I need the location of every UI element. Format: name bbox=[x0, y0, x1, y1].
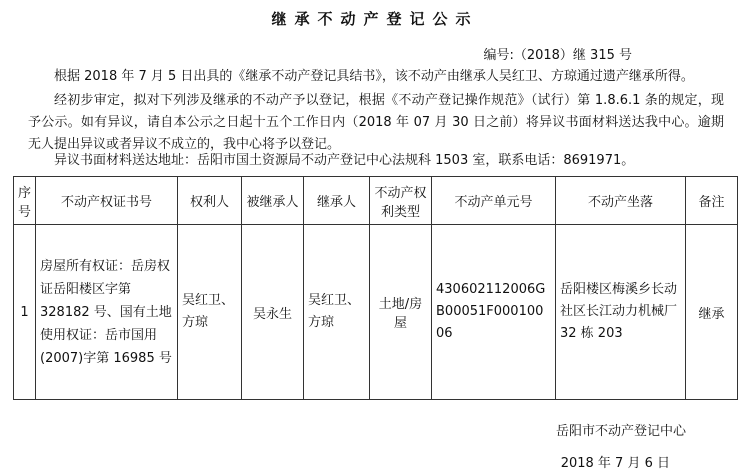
document-number: 编号:（2018）继 315 号 bbox=[483, 48, 632, 63]
cell-right-type: 土地/房屋 bbox=[370, 225, 432, 400]
cell-decedent: 吴永生 bbox=[242, 225, 304, 400]
paragraph-review: 经初步审定，拟对下列涉及继承的不动产予以登记，根据《不动产登记操作规范》（试行）第 1.8.6.1 条的规定，现予公示。如有异议，请自本公示之日起十五个工作日内（2018 年 07 月 30 日之前）将异议书面材料送达我中心。逾期无人提出异议或者异议不成立的，我中心将予以登记。 bbox=[28, 93, 724, 152]
paragraph-address: 异议书面材料送达地址：岳阳市国土资源局不动产登记中心法规科 1503 室，联系电话：8691971。 bbox=[54, 153, 635, 168]
issuer-name: 岳阳市不动产登记中心 bbox=[555, 424, 686, 439]
cell-seq: 1 bbox=[14, 225, 36, 400]
table-header-row bbox=[14, 177, 738, 225]
notice-title: 继承不动产登记公示 bbox=[271, 10, 479, 28]
header-cert-no: 不动产权证书号 bbox=[36, 177, 178, 225]
paragraph-basis: 根据 2018 年 7 月 5 日出具的《继承不动产登记具结书》，该不动产由继承人吴红卫、方琼通过遗产继承所得。 bbox=[54, 69, 694, 84]
issue-date: 2018 年 7 月 6 日 bbox=[560, 456, 670, 471]
header-owner: 权利人 bbox=[178, 177, 242, 225]
table-row bbox=[14, 225, 738, 400]
registration-table bbox=[13, 176, 738, 400]
cell-unit-no: 430602112006GB00051F00010006 bbox=[432, 225, 556, 400]
cell-remark: 继承 bbox=[686, 225, 738, 400]
header-remark: 备注 bbox=[686, 177, 738, 225]
cell-heir: 吴红卫、方琼 bbox=[304, 225, 370, 400]
header-seq: 序号 bbox=[14, 177, 36, 225]
cell-cert-no: 房屋所有权证：岳房权证岳阳楼区字第 328182 号、国有土地使用权证：岳市国用 (2007)字第 16985 号 bbox=[36, 225, 178, 400]
header-location: 不动产坐落 bbox=[556, 177, 686, 225]
header-unit-no: 不动产单元号 bbox=[432, 177, 556, 225]
cell-owner: 吴红卫、方琼 bbox=[178, 225, 242, 400]
header-heir: 继承人 bbox=[304, 177, 370, 225]
header-right-type: 不动产权利类型 bbox=[370, 177, 432, 225]
header-decedent: 被继承人 bbox=[242, 177, 304, 225]
cell-location: 岳阳楼区梅溪乡长动社区长江动力机械厂 32 栋 203 bbox=[556, 225, 686, 400]
